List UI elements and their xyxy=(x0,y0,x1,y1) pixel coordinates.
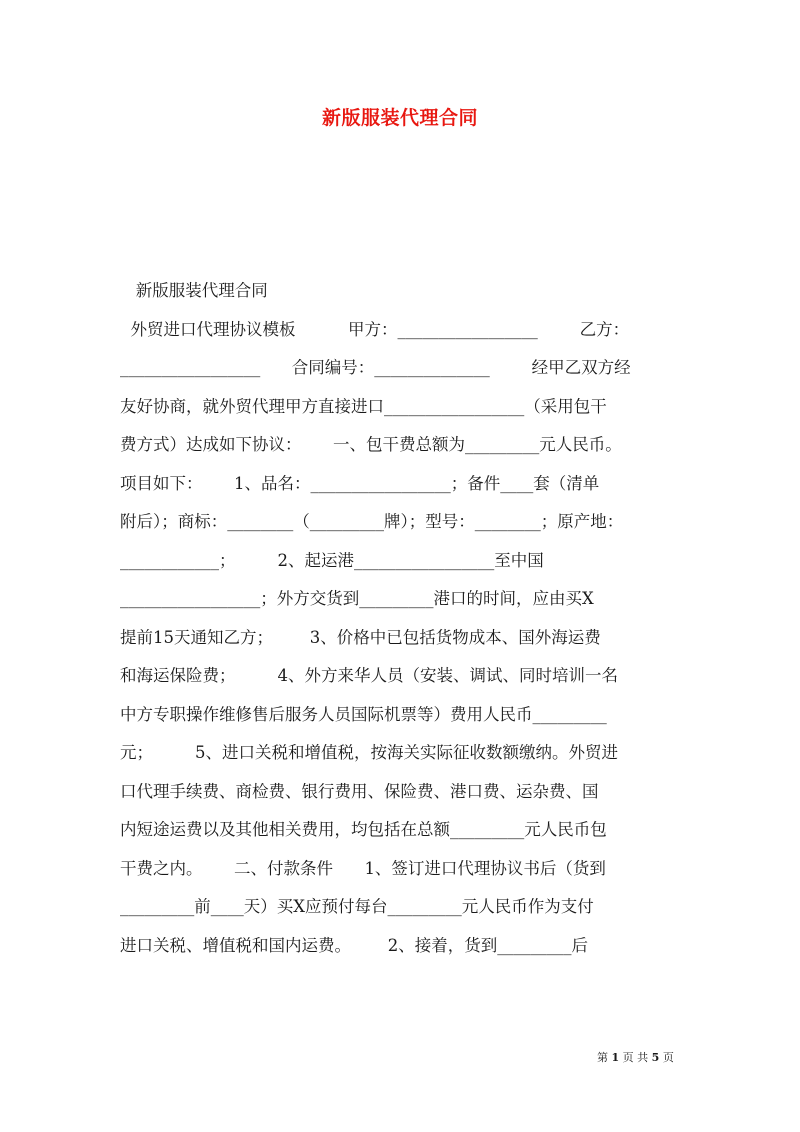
footer-suffix: 页 xyxy=(662,1051,674,1064)
footer-prefix: 第 xyxy=(597,1051,608,1064)
body-line: _________前____天）买X应预付每台_________元人民币作为支付 xyxy=(120,897,594,916)
body-line: 进口关税、增值税和国内运费。 2、接着，货到_________后 xyxy=(120,935,588,955)
body-line: 口代理手续费、商检费、银行费用、保险费、港口费、运杂费、国 xyxy=(120,781,599,801)
page-footer xyxy=(597,1049,674,1065)
body-line: 友好协商，就外贸代理甲方直接进口_________________（采用包干 xyxy=(120,396,607,416)
body-line: 附后）；商标：________（_________牌）；型号：________；原产地： xyxy=(120,512,624,531)
body-line: 元； 5、进口关税和增值税，按海关实际征收数额缴纳。外贸进 xyxy=(120,743,618,762)
body-line: 干费之内。 二、付款条件 1、签订进口代理协议书后（货到 xyxy=(120,858,606,878)
body-line: 中方专职操作维修售后服务人员国际机票等）费用人民币_________ xyxy=(120,704,607,724)
body-line: 内短途运费以及其他相关费用，均包括在总额_________元人民币包 xyxy=(120,820,607,839)
body-line: 提前15天通知乙方； 3、价格中已包括货物成本、国外海运费 xyxy=(120,627,601,647)
document-title: 新版服装代理合同 xyxy=(321,107,478,129)
body-line: 和海运保险费； 4、外方来华人员（安装、调试、同时培训一名 xyxy=(120,666,618,685)
body-line: 新版服装代理合同 xyxy=(120,281,268,300)
footer-middle: 页 共 xyxy=(622,1051,649,1064)
body-line: 费方式）达成如下协议： 一、包干费总额为_________元人民币。 xyxy=(120,435,622,454)
body-line: 外贸进口代理协议模板 甲方：_________________ 乙方： xyxy=(120,319,630,339)
contract-body xyxy=(120,272,685,965)
body-line: _________________；外方交货到_________港口的时间，应由买X xyxy=(120,589,594,608)
body-line: _________________ 合同编号：______________ 经甲乙双方经 xyxy=(120,358,631,377)
body-line: ____________； 2、起运港_________________至中国 xyxy=(120,550,544,570)
footer-total-pages: 5 xyxy=(651,1051,660,1064)
footer-current-page: 1 xyxy=(611,1051,620,1064)
body-line: 项目如下： 1、品名：_________________；备件____套（清单 xyxy=(120,473,600,493)
